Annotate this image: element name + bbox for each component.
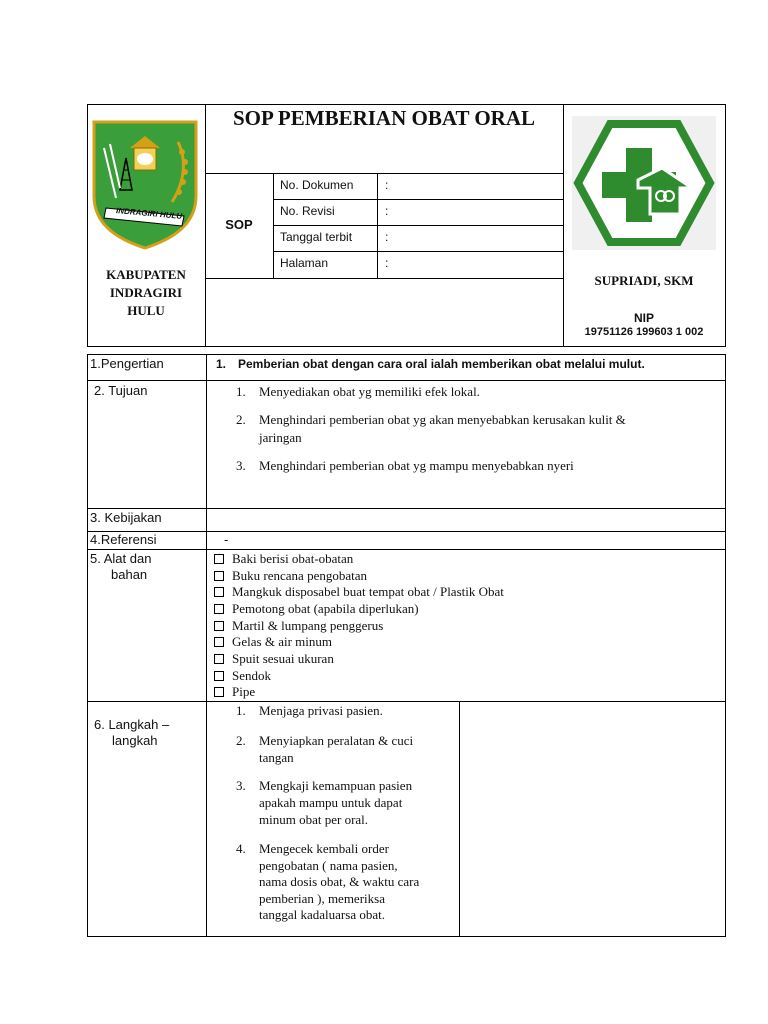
tujuan-item-2-num: 2. bbox=[236, 412, 246, 427]
langkah-item-1-num: 1. bbox=[236, 703, 246, 718]
list-item-text: Gelas & air minum bbox=[232, 634, 333, 649]
logo-banner-text: INDRAGIRI HULU bbox=[115, 206, 183, 221]
langkah-item-4-line-3: nama dosis obat, & waktu cara bbox=[259, 874, 420, 889]
langkah-item-1-line-1: Menjaga privasi pasien. bbox=[259, 703, 383, 718]
pengertian-item-text: Pemberian obat dengan cara oral ialah memberikan obat melalui mulut. bbox=[238, 357, 645, 371]
tujuan-item-1-line-1: Menyediakan obat yg memiliki efek lokal. bbox=[259, 384, 480, 399]
nip-label: NIP bbox=[633, 311, 654, 325]
shield-emblem-icon bbox=[90, 118, 200, 250]
page-title: SOP PEMBERIAN OBAT ORAL bbox=[232, 106, 536, 130]
checkbox-bullet-icon bbox=[214, 571, 224, 581]
langkah-item-2-line-1: Menyiapkan peralatan & cuci bbox=[259, 733, 414, 748]
section-label-tujuan: 2. Tujuan bbox=[94, 383, 148, 398]
org-name-line-2: INDRAGIRI bbox=[109, 285, 183, 300]
list-item bbox=[214, 551, 353, 567]
checkbox-bullet-icon bbox=[214, 637, 224, 647]
list-item bbox=[214, 584, 504, 600]
list-item bbox=[214, 634, 332, 650]
section-label-referensi: 4.Referensi bbox=[90, 532, 157, 547]
langkah-item-4-line-5: tanggal kadaluarsa obat. bbox=[259, 907, 385, 922]
langkah-item-3-line-3: minum obat per oral. bbox=[259, 812, 369, 827]
pengertian-item-num: 1. bbox=[216, 357, 227, 371]
nip-value: 19751126 199603 1 002 bbox=[584, 326, 704, 338]
list-item bbox=[214, 601, 419, 617]
org-name-line-3: HULU bbox=[127, 303, 165, 318]
section-label-langkah-line-2: langkah bbox=[112, 733, 158, 748]
tujuan-item-2-line-1: Menghindari pemberian obat yg akan menyebabkan kerusakan kulit & bbox=[259, 412, 626, 427]
tujuan-item-3-line-1: Menghindari pemberian obat yg mampu menyebabkan nyeri bbox=[259, 458, 574, 473]
health-cross-icon bbox=[572, 116, 716, 250]
langkah-item-4-line-2: pengobatan ( nama pasien, bbox=[259, 858, 398, 873]
field-value-no-dokumen: : bbox=[385, 178, 389, 192]
list-item bbox=[214, 668, 271, 684]
langkah-item-2-num: 2. bbox=[236, 733, 246, 748]
section-label-alat-line-1: 5. Alat dan bbox=[90, 551, 152, 566]
langkah-item-3-line-2: apakah mampu untuk dapat bbox=[259, 795, 403, 810]
list-item-text: Pemotong obat (apabila diperlukan) bbox=[232, 601, 419, 616]
checkbox-bullet-icon bbox=[214, 604, 224, 614]
checkbox-bullet-icon bbox=[214, 654, 224, 664]
kabupaten-logo bbox=[90, 118, 200, 250]
tujuan-item-2-line-2: jaringan bbox=[259, 430, 302, 445]
field-value-halaman: : bbox=[385, 256, 389, 270]
section-label-langkah-line-1: 6. Langkah – bbox=[94, 717, 170, 732]
sop-label: SOP bbox=[225, 217, 253, 232]
section-label-pengertian: 1.Pengertian bbox=[90, 356, 164, 371]
field-label-tanggal-terbit: Tanggal terbit bbox=[280, 230, 353, 244]
tujuan-item-3-num: 3. bbox=[236, 458, 246, 473]
checkbox-bullet-icon bbox=[214, 687, 224, 697]
checkbox-bullet-icon bbox=[214, 554, 224, 564]
tujuan-item-1-num: 1. bbox=[236, 384, 246, 399]
org-name-line-1: KABUPATEN bbox=[106, 267, 186, 282]
field-label-no-dokumen: No. Dokumen bbox=[280, 178, 354, 192]
checkbox-bullet-icon bbox=[214, 587, 224, 597]
signer-name: SUPRIADI, SKM bbox=[594, 273, 694, 288]
langkah-item-3-line-1: Mengkaji kemampuan pasien bbox=[259, 778, 413, 793]
list-item-text: Pipe bbox=[232, 684, 256, 699]
puskesmas-logo bbox=[572, 116, 716, 250]
section-label-alat-line-2: bahan bbox=[111, 567, 148, 582]
section-label-kebijakan: 3. Kebijakan bbox=[90, 510, 162, 525]
langkah-item-2-line-2: tangan bbox=[259, 750, 294, 765]
list-item-text: Buku rencana pengobatan bbox=[232, 568, 368, 583]
list-item bbox=[214, 568, 367, 584]
field-value-tanggal-terbit: : bbox=[385, 230, 389, 244]
langkah-item-3-num: 3. bbox=[236, 778, 246, 793]
list-item-text: Sendok bbox=[232, 668, 271, 683]
checkbox-bullet-icon bbox=[214, 621, 224, 631]
list-item bbox=[214, 651, 334, 667]
list-item bbox=[214, 618, 383, 634]
checkbox-bullet-icon bbox=[214, 671, 224, 681]
referensi-value: - bbox=[224, 532, 229, 547]
langkah-item-4-line-1: Mengecek kembali order bbox=[259, 841, 389, 856]
list-item-text: Baki berisi obat-obatan bbox=[232, 551, 354, 566]
field-label-no-revisi: No. Revisi bbox=[280, 204, 335, 218]
list-item-text: Martil & lumpang penggerus bbox=[232, 618, 384, 633]
langkah-item-4-line-4: pemberian ), memeriksa bbox=[259, 891, 385, 906]
list-item-text: Mangkuk disposabel buat tempat obat / Plastik Obat bbox=[232, 584, 504, 599]
list-item-text: Spuit sesuai ukuran bbox=[232, 651, 334, 666]
field-value-no-revisi: : bbox=[385, 204, 389, 218]
list-item bbox=[214, 684, 255, 700]
field-label-halaman: Halaman bbox=[280, 256, 329, 270]
langkah-item-4-num: 4. bbox=[236, 841, 246, 856]
